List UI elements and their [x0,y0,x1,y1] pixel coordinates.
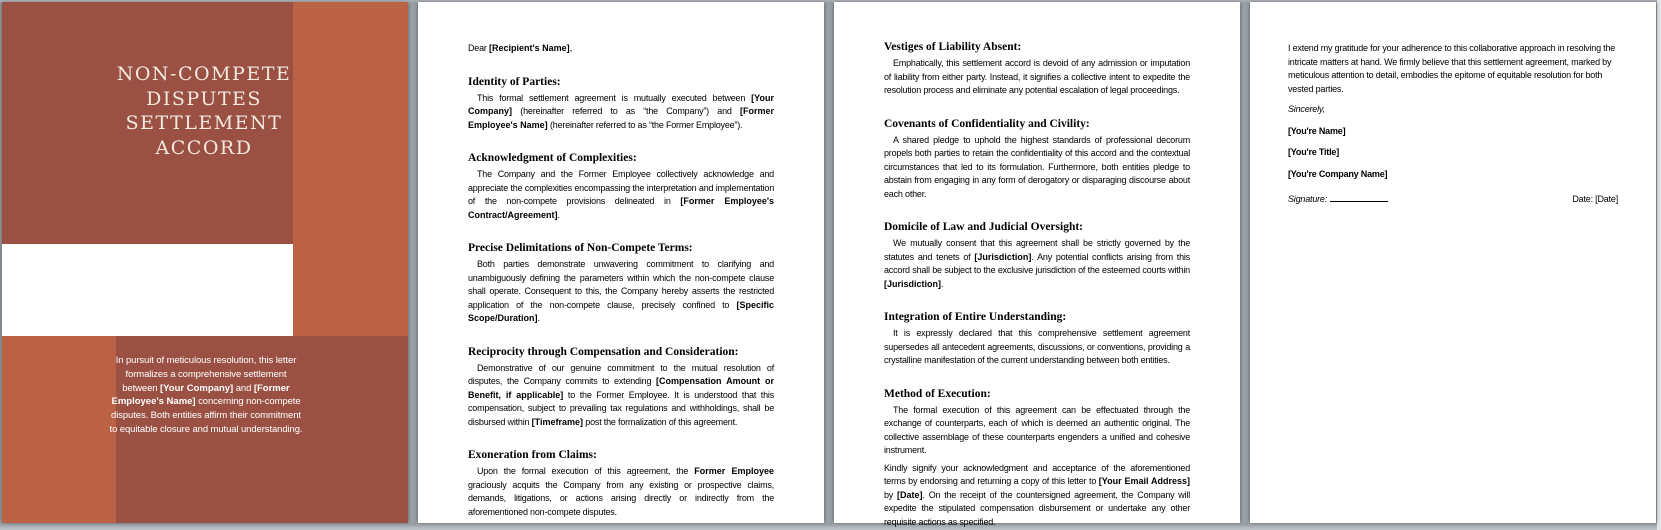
section-heading: Method of Execution: [884,387,991,400]
window-right-edge [1657,0,1661,530]
cover-page[interactable] [2,2,408,523]
section-paragraph: Kindly signify your acknowledgment and acceptance of the aforementioned terms by endorsing and returning a copy of this letter to [Your Email Address] by [Date]. On the receipt of the countersigned agreement, the Company will expedite the stipulated compensation disbursement or undertake any other requisite actions as specified. [884,462,1191,527]
document-title [114,62,294,160]
section-paragraph: The Company and the Former Employee collectively acknowledge and appreciate the complexities encompassing the interpretation and implementation of the non-compete provisions delineated in [Former Employee's Contract/Agreement]. [468,169,775,220]
section-paragraph: We mutually consent that this agreement shall be strictly governed by the statutes and tenets of [Jurisdiction]. Any potential conflicts arising from this accord shall be subject to the exclusive jurisdiction of the esteemed courts within [Jurisdiction]. [884,238,1190,289]
section-heading: Exoneration from Claims: [468,449,597,461]
section-paragraph: Upon the formal execution of this agreement, the Former Employee graciously acquits the Company from any existing or prospective claims, demands, litigations, or actions arising directly or indirectly from the aforementioned non-compete disputes. [468,466,774,517]
section-precise-delimitations [468,241,774,326]
closing-line: Sincerely, [1288,104,1325,114]
section-heading: Acknowledgment of Complexities: [468,152,637,164]
section-covenants-confidentiality [884,117,1190,202]
section-paragraph: A shared pledge to uphold the highest standards of professional decorum propels both parties to retain the confidentiality of this accord and the contextual circumstances that led to its formulation. Furthermore, both entities pledge to abstain from engaging in any form of derogatory or disparaging discourse about each other. [884,134,1190,199]
signature-label: Signature: [1288,194,1328,204]
gratitude-paragraph: I extend my gratitude for your adherence to this collaborative approach in resolving the intricate matters at hand. We firmly believe that this settlement agreement, marked by meticulous attention to detail, embodies the epitome of equitable resolution for both vested parties. [1288,43,1616,94]
signature-date-row [1288,191,1618,207]
section-domicile-of-law [884,220,1190,291]
date-label: Date: [Date] [1572,194,1618,204]
section-vestiges-of-liability [884,40,1190,98]
letter-page-2[interactable] [418,2,824,523]
salutation: Dear [Recipient's Name], [468,43,572,53]
section-paragraph: Both parties demonstrate unwavering commitment to clarifying and unambiguously defining the parameters within which the non-compete clause shall operate. Consequent to this, the Company hereby asserts the restricted application of the non-compete clause, precisely confined to [Specific Scope/Duration]. [468,259,774,323]
section-heading: Identity of Parties: [468,75,561,88]
section-paragraph: The formal execution of this agreement can be effectuated through the exchange of counterparts, each of which is deemed an authentic original. The collective assemblage of these counterparts engenders a unified and cohesive instrument. [884,404,1190,455]
section-identity-of-parties [468,75,774,133]
signer-title: [You're Title] [1288,147,1340,157]
document-title-line: SETTLEMENT [125,112,283,134]
section-exoneration-from-claims [468,448,774,519]
section-paragraph: This formal settlement agreement is mutually executed between [Your Company] (hereinafter referred to as “the Company”) and [Former Employee's Name] (hereinafter referred to as “the Former Employee”). [468,92,774,130]
letter-page-3[interactable] [834,2,1240,527]
window-bottom-edge [0,523,1661,530]
document-title-line: NON-COMPETE [116,63,292,85]
signature-line[interactable] [1330,191,1388,202]
document-title-line: DISPUTES [146,87,262,110]
section-paragraph: Emphatically, this settlement accord is devoid of any admission or imputation of liability from either party. Instead, it signifies a collective intent to expedite the resolution process and eliminate any potential escalation of legal proceedings. [884,58,1190,95]
section-heading: Integration of Entire Understanding: [884,311,1067,323]
section-heading: Vestiges of Liability Absent: [884,41,1022,53]
section-paragraph: Demonstrative of our genuine commitment to the mutual resolution of disputes, the Company commits to extending [Compensation Amount or Benefit, if applicable] to the Former Employee. It is understood that this compensation, subject to prevailing tax regulations and withholdings, shall be disbursed within [Timeframe] post the formalization of this agreement. [468,362,774,427]
signature-label-group [1288,191,1388,207]
section-integration-of-understanding [884,310,1190,368]
cover-terracotta-right-strip [293,2,408,336]
document-title-line: ACCORD [155,136,253,159]
cover-white-band [2,244,293,336]
signer-name: [You're Name] [1288,125,1346,136]
cover-terracotta-bottom-left-block [2,336,116,523]
signer-company: [You're Company Name] [1288,168,1388,179]
section-heading: Covenants of Confidentiality and Civility: [884,117,1090,130]
cover-intro-paragraph: In pursuit of meticulous resolution, this letter formalizes a comprehensive settlement between [Your Company] and [Former Employee's Name] concerning non-compete disputes. Both entities affirm their commitment to equitable closure and mutual understanding. [109,355,303,435]
letter-page-4[interactable] [1250,2,1656,523]
section-heading: Precise Delimitations of Non-Compete Terms: [468,242,693,254]
section-method-of-execution [884,387,1190,530]
section-paragraph: It is expressly declared that this comprehensive settlement agreement supersedes all antecedent agreements, discussions, or conventions, providing a crystalline manifestation of the current understanding between both entities. [884,328,1190,365]
section-heading: Domicile of Law and Judicial Oversight: [884,221,1084,233]
section-reciprocity-compensation [468,345,774,430]
section-acknowledgment-of-complexities [468,151,774,222]
section-heading: Reciprocity through Compensation and Consideration: [468,345,739,358]
